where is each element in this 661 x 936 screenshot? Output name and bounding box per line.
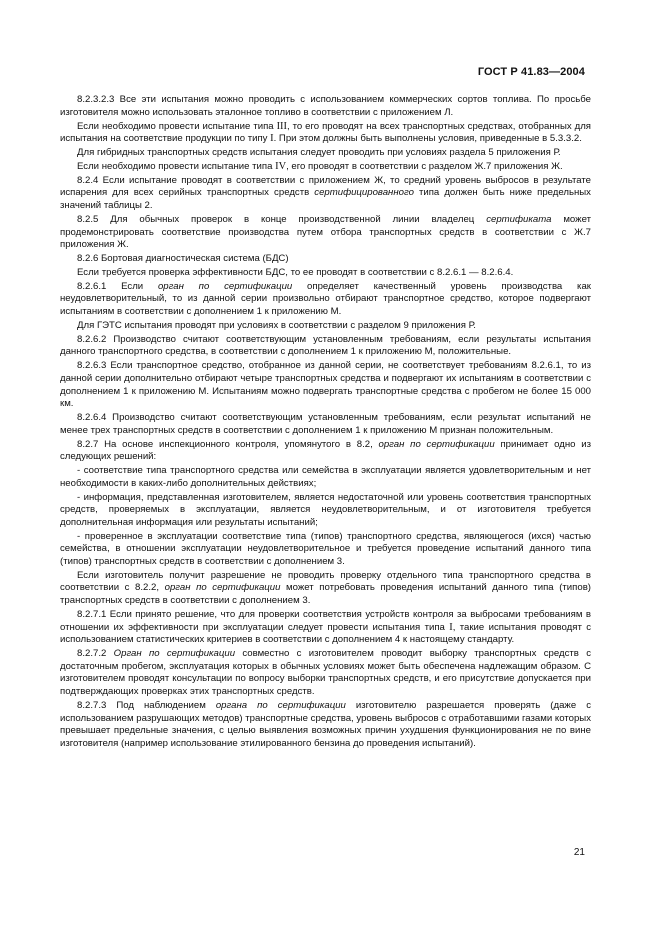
roman-numeral: I	[270, 133, 274, 145]
paragraph: 8.2.7 На основе инспекционного контроля, упомянутого в 8.2, орган по сертификации принимает одно из следующих решений:	[60, 438, 591, 463]
paragraph: 8.2.6.1 Если орган по сертификации определяет качественный уровень производства как неудовлетворительный, то из данной серии произвольно отбирают транспортное средство, которое подвергают испытаниям в соответствии с дополнением 1 к приложению М.	[60, 280, 591, 317]
list-item: - информация, представленная изготовителем, является недостаточной или уровень соответствия транспортных средств, проверяемых в эксплуатации, является неудовлетворительным, и от изготовителя требуется дополнительная информация или результаты испытаний;	[60, 491, 591, 528]
roman-numeral: III	[276, 120, 287, 132]
document-body	[60, 94, 591, 752]
paragraph: Если изготовитель получит разрешение не проводить проверку отдельного типа транспортного средства в соответствии с 8.2.2, орган по сертификации может потребовать проведения испытаний данного типа (типов) транспортных средств в соответствии с дополнением 3.	[60, 569, 591, 607]
roman-numeral: I	[449, 621, 453, 633]
emphasis: орган по сертификации	[157, 280, 293, 292]
roman-numeral: IV	[275, 160, 287, 172]
paragraph: 8.2.6.2 Производство считают соответствующим установленным требованиям, если результаты испытания данного транспортного средства, в соответствии с дополнением 1 к приложению М, положительные.	[60, 333, 591, 358]
paragraph: 8.2.5 Для обычных проверок в конце производственной линии владелец сертификата может продемонстрировать соответствие производства путем отбора транспортных средств в соответствии с Ж.7 приложения Ж.	[60, 213, 591, 251]
paragraph: Если необходимо провести испытание типа IV, его проводят в соответствии с разделом Ж.7 приложения Ж.	[77, 160, 563, 172]
list-item: - соответствие типа транспортного средства или семейства в эксплуатации является удовлетворительным и нет необходимости в каких-либо дополнительных действиях;	[60, 465, 591, 489]
emphasis: орган по сертификации	[164, 582, 281, 594]
emphasis: органа по сертификации	[215, 699, 346, 711]
section-heading: 8.2.6 Бортовая диагностическая система (БДС)	[77, 253, 289, 264]
paragraph: 8.2.3.2.3 Все эти испытания можно проводить с использованием коммерческих сортов топлива. По просьбе изготовителя можно использовать эталонное топливо в соответствии с приложением Л.	[60, 94, 591, 118]
paragraph: Для гибридных транспортных средств испытания следует проводить при условиях раздела 5 приложения Р.	[77, 147, 561, 158]
paragraph: Если требуется проверка эффективности БДС, то ее проводят в соответствии с 8.2.6.1 — 8.2.6.4.	[77, 266, 514, 278]
paragraph: 8.2.7.1 Если принято решение, что для проверки соответствия устройств контроля за выбросами требованиям в отношении их эффективности при эксплуатации следует провести испытания типа I, такие испытания проводят с использованием статистических критериев в соответствии с дополнением 4 к настоящему стандарту.	[60, 608, 591, 646]
paragraph: Для ГЭТС испытания проводят при условиях в соответствии с разделом 9 приложения Р.	[77, 319, 476, 331]
paragraph: 8.2.6.4 Производство считают соответствующим установленным требованиям, если результат испытаний не менее трех транспортных средств в соответствии с дополнением 1 к приложению М признан положительным.	[60, 412, 591, 436]
paragraph: 8.2.7.3 Под наблюдением органа по сертификации изготовителю разрешается проверять (даже с использованием разрушающих методов) транспортные средства, уровень выбросов с отработавшими газами которых превышает предельные значения, с целью выявления возможных причин ухудшения функционирования не по вине изготовителя (например использование этилированного бензина до проведения испытаний).	[60, 699, 591, 749]
standard-code-header: ГОСТ Р 41.83—2004	[477, 66, 585, 78]
emphasis: Орган по сертификации	[113, 648, 236, 660]
list-item: - проверенное в эксплуатации соответствие типа (типов) транспортного средства, являющегося (ихся) частью семейства, в отношении эксплуатации неудовлетворительное и требуется проведение испытаний данного типа (типов) транспортных средств в соответствии с дополнением 3.	[60, 530, 591, 567]
paragraph: 8.2.6.3 Если транспортное средство, отобранное из данной серии, не соответствует требованиям 8.2.6.1, то из данной серии дополнительно отбирают четыре транспортных средства и подвергают их испытаниям в соответствии с дополнением 1 к приложению М. Испытаниям можно подвергать транспортные средства с пробегом не более 15 000 км.	[60, 360, 591, 410]
paragraph: Если необходимо провести испытание типа III, то его проводят на всех транспортных средствах, отобранных для испытания на соответствие продукции по типу I. При этом должны быть выполнены условия, приведенные в 5.3.3.2.	[60, 120, 591, 145]
emphasis: орган по сертификации	[378, 438, 495, 450]
page-number: 21	[573, 847, 585, 858]
paragraph: 8.2.7.2 Орган по сертификации совместно с изготовителем проводит выборку транспортных средств с достаточным пробегом, эксплуатация которых в обычных условиях может быть обеспечена надлежащим образом. С изготовителем проводят консультации по вопросу выборки транспортных средств, и его присутствие допускается при подтверждающих проверках этих транспортных средств.	[60, 648, 591, 698]
paragraph: 8.2.4 Если испытание проводят в соответствии с приложением Ж, то средний уровень выбросов в результате испарения для всех серийных транспортных средств сертифицированного типа должен быть ниже предельных значений таблицы 2.	[60, 174, 591, 211]
emphasis: сертификата	[486, 213, 552, 225]
emphasis: сертифицированного	[314, 187, 414, 199]
